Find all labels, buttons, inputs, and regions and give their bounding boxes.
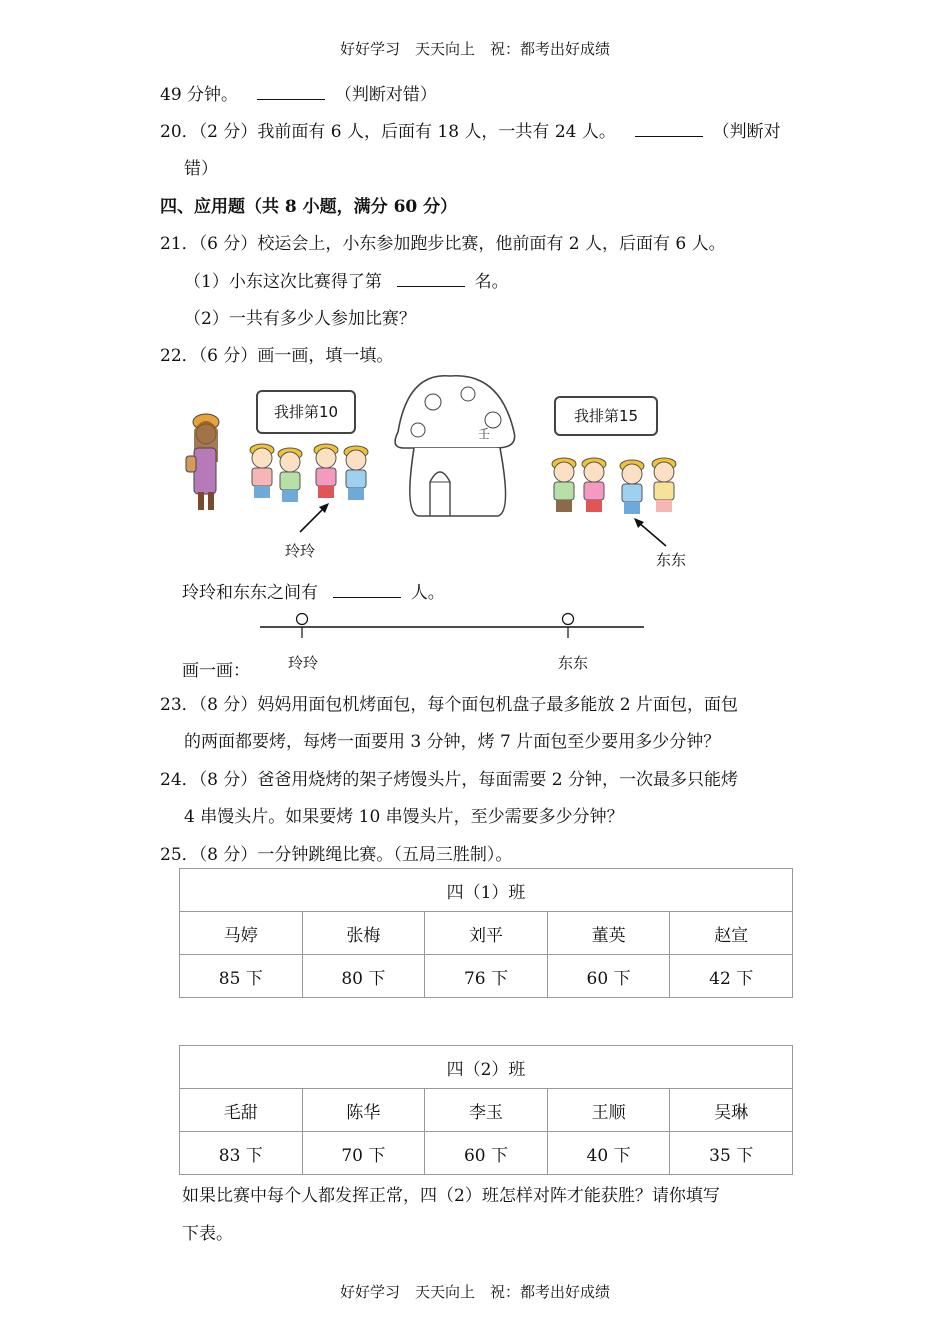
class1-title: 四（1）班 [180,869,793,912]
speech-bubble-left: 我排第10 [256,390,356,434]
q25-stem: 25．（8 分）一分钟跳绳比赛。（五局三胜制）。 [160,845,513,865]
table-cell: 40 下 [547,1132,670,1175]
label-lingling: 玲玲 [285,542,316,560]
q21-part1 [184,267,509,292]
q21-stem: 21．（6 分）校运会上，小东参加跑步比赛，他前面有 2 人，后面有 6 人。 [160,234,726,254]
table-cell: 张梅 [302,912,425,955]
q21-part1-text: （1）小东这次比赛得了第 [184,272,382,292]
table-cell: 35 下 [670,1132,793,1175]
section-title: 四、应用题（共 8 小题，满分 60 分） [160,197,458,217]
q21-blank[interactable] [397,271,465,287]
q22-blank[interactable] [333,582,401,598]
number-line-label-left: 玲玲 [288,654,319,672]
q20-cont: 错） [184,159,218,179]
q25-end-line1: 如果比赛中每个人都发挥正常，四（2）班怎样对阵才能获胜？请你填写 [182,1186,720,1206]
table-cell: 42 下 [670,955,793,998]
class2-scores-row [180,1132,793,1175]
table-cell: 80 下 [302,955,425,998]
table-cell: 76 下 [425,955,548,998]
page-footer: 好好学习 天天向上 祝：都考出好成绩 [339,1283,610,1301]
teacher-figure [186,414,219,510]
house-mark: 壬 [477,427,491,441]
speech-bubble-right: 我排第15 [554,396,658,436]
table-cell: 李玉 [425,1089,548,1132]
q22-fill [182,578,445,603]
table-cell: 毛甜 [180,1089,303,1132]
q19-line [160,80,437,105]
q22-fill-text: 玲玲和东东之间有 [182,583,318,603]
page-header: 好好学习 天天向上 祝：都考出好成绩 [339,40,610,58]
q20-blank[interactable] [635,121,703,137]
table-cell: 70 下 [302,1132,425,1175]
table-cell: 马婷 [180,912,303,955]
q19-blank[interactable] [257,84,325,100]
table-cell: 85 下 [180,955,303,998]
number-line [258,610,648,640]
q22-fill-suffix: 人。 [410,583,445,603]
q23-line2: 的两面都要烤，每烤一面要用 3 分钟，烤 7 片面包至少要用多少分钟？ [184,732,721,752]
table-cell: 60 下 [425,1132,548,1175]
marker-dongdong [563,614,574,625]
q23-line1: 23．（8 分）妈妈用面包机烤面包，每个面包机盘子最多能放 2 片面包，面包 [160,695,738,715]
marker-lingling [297,614,308,625]
q24-line2: 4 串馒头片。如果要烤 10 串馒头片，至少需要多少分钟？ [184,807,624,827]
class2-names-row [180,1089,793,1132]
q19-text: 49 分钟。 [160,85,239,105]
q20-line [160,117,781,142]
class1-scores-row [180,955,793,998]
table-cell: 60 下 [547,955,670,998]
q20-text: 20．（2 分）我前面有 6 人，后面有 18 人，一共有 24 人。 [160,122,616,142]
q21-part1-suffix: 名。 [474,272,509,292]
q24-line1: 24．（8 分）爸爸用烧烤的架子烤馒头片，每面需要 2 分钟，一次最多只能烤 [160,770,738,790]
table-cell: 王顺 [547,1089,670,1132]
label-dongdong: 东东 [656,551,687,569]
class2-title: 四（2）班 [180,1046,793,1089]
table-cell: 赵宣 [670,912,793,955]
q22-stem: 22．（6 分）画一画，填一填。 [160,346,394,366]
class1-names-row [180,912,793,955]
mushroom-house [395,376,515,516]
table-cell: 刘平 [425,912,548,955]
q21-part2: （2）一共有多少人参加比赛？ [184,309,416,329]
table-cell: 83 下 [180,1132,303,1175]
class1-table [179,868,793,998]
kids-group-right [552,458,676,514]
q22-draw-label: 画一画： [182,661,250,681]
table-cell: 吴琳 [670,1089,793,1132]
kids-group-left [250,444,368,502]
q19-suffix: （判断对错） [334,85,437,105]
class2-table [179,1045,793,1175]
q25-end-line2: 下表。 [182,1224,233,1244]
number-line-label-right: 东东 [558,654,589,672]
table-cell: 董英 [547,912,670,955]
q20-suffix: （判断对 [712,122,781,142]
table-cell: 陈华 [302,1089,425,1132]
